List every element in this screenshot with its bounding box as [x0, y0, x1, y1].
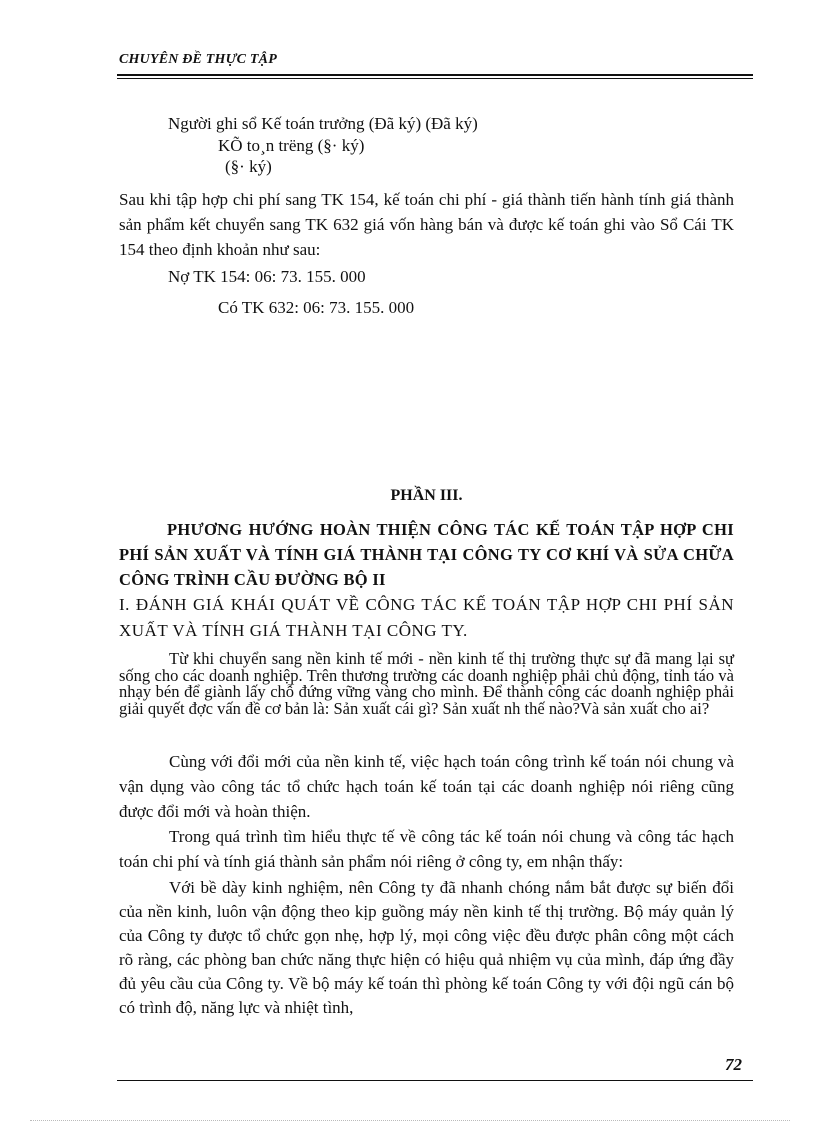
paragraph-findings: Trong quá trình tìm hiểu thực tế về công tác kế toán nói chung và công tác hạch toán chi phí và tính giá thành sản phẩm nói riêng ở công ty, em nhận thấy: — [119, 827, 734, 871]
header-divider — [117, 74, 753, 76]
header-title: CHUYÊN ĐỀ THỰC TẬP — [119, 52, 277, 67]
footer-divider — [117, 1080, 753, 1081]
part-title: PHẦN III. — [390, 487, 463, 504]
part-subtitle: PHƯƠNG HƯỚNG HOÀN THIỆN CÔNG TÁC KẾ TOÁN TẬP HỢP CHI PHÍ SẢN XUẤT VÀ TÍNH GIÁ THÀNH TẠI CÔNG TY CƠ KHÍ VÀ SỬA CHỮA CÔNG TRÌNH CẦU ĐƯỜNG BỘ II — [119, 520, 734, 589]
paragraph-experience: Với bề dày kinh nghiệm, nên Công ty đã nhanh chóng nắm bắt được sự biến đổi của nền kinh, luôn vận động theo kịp guồng máy nền kinh tế thị trường. Bộ máy quản lý của Công ty được tổ chức gọn nhẹ, hợp lý, mọi công việc đều được phân công một cách rõ ràng, các phòng ban chức năng thực hiện có hiệu quả nhiệm vụ của mình, đáp ứng đầy đủ yêu cầu của Công ty. Về bộ máy kế toán thì phòng kế toán Công ty với đội ngũ cán bộ có trình độ, năng lực và nhiệt tình, — [119, 878, 734, 1017]
paragraph-market-economy: Từ khi chuyển sang nền kinh tế mới - nền kinh tế thị trường thực sự đã mang lại sự sống cho các doanh nghiệp. Trên thương trường các doanh nghiệp phải chủ động, tỉnh táo và nhạy bén để giành lấy chỗ đứng vững vàng cho mình. Để thành công các doanh nghiệp phải giải quyết đợc vấn đề cơ bản là: Sản xuất cái gì? Sản xuất nh thế nào?Và sản xuất cho ai? — [119, 649, 734, 718]
paragraph-renovation: Cùng với đổi mới của nền kinh tế, việc hạch toán công trình kế toán nói chung và vận dụng vào công tác tổ chức hạch toán kế toán tại các doanh nghiệp nói riêng cũng được đổi mới và hoàn thiện. — [119, 752, 734, 821]
signature-line-3: (§· ký) — [225, 157, 272, 176]
section-heading: I. ĐÁNH GIÁ KHÁI QUÁT VỀ CÔNG TÁC KẾ TOÁN TẬP HỢP CHI PHÍ SẢN XUẤT VÀ TÍNH GIÁ THÀNH TẠI CÔNG TY. — [119, 595, 734, 640]
signature-line-2: KÕ to¸n trëng (§· ký) — [218, 136, 365, 155]
paragraph-transfer: Sau khi tập hợp chi phí sang TK 154, kế toán chi phí - giá thành tiến hành tính giá thành sản phẩm kết chuyển sang TK 632 giá vốn hàng bán và được kế toán ghi vào Sổ Cái TK 154 theo định khoản như sau: — [119, 190, 734, 259]
signature-line-1: Người ghi sổ Kế toán trưởng (Đã ký) (Đã ký) — [168, 114, 478, 133]
header-divider-thin — [117, 78, 753, 79]
debit-entry: Nợ TK 154: 06: 73. 155. 000 — [168, 267, 366, 286]
page-edge — [30, 1120, 790, 1121]
page-number: 72 — [725, 1055, 742, 1074]
credit-entry: Có TK 632: 06: 73. 155. 000 — [218, 298, 415, 317]
